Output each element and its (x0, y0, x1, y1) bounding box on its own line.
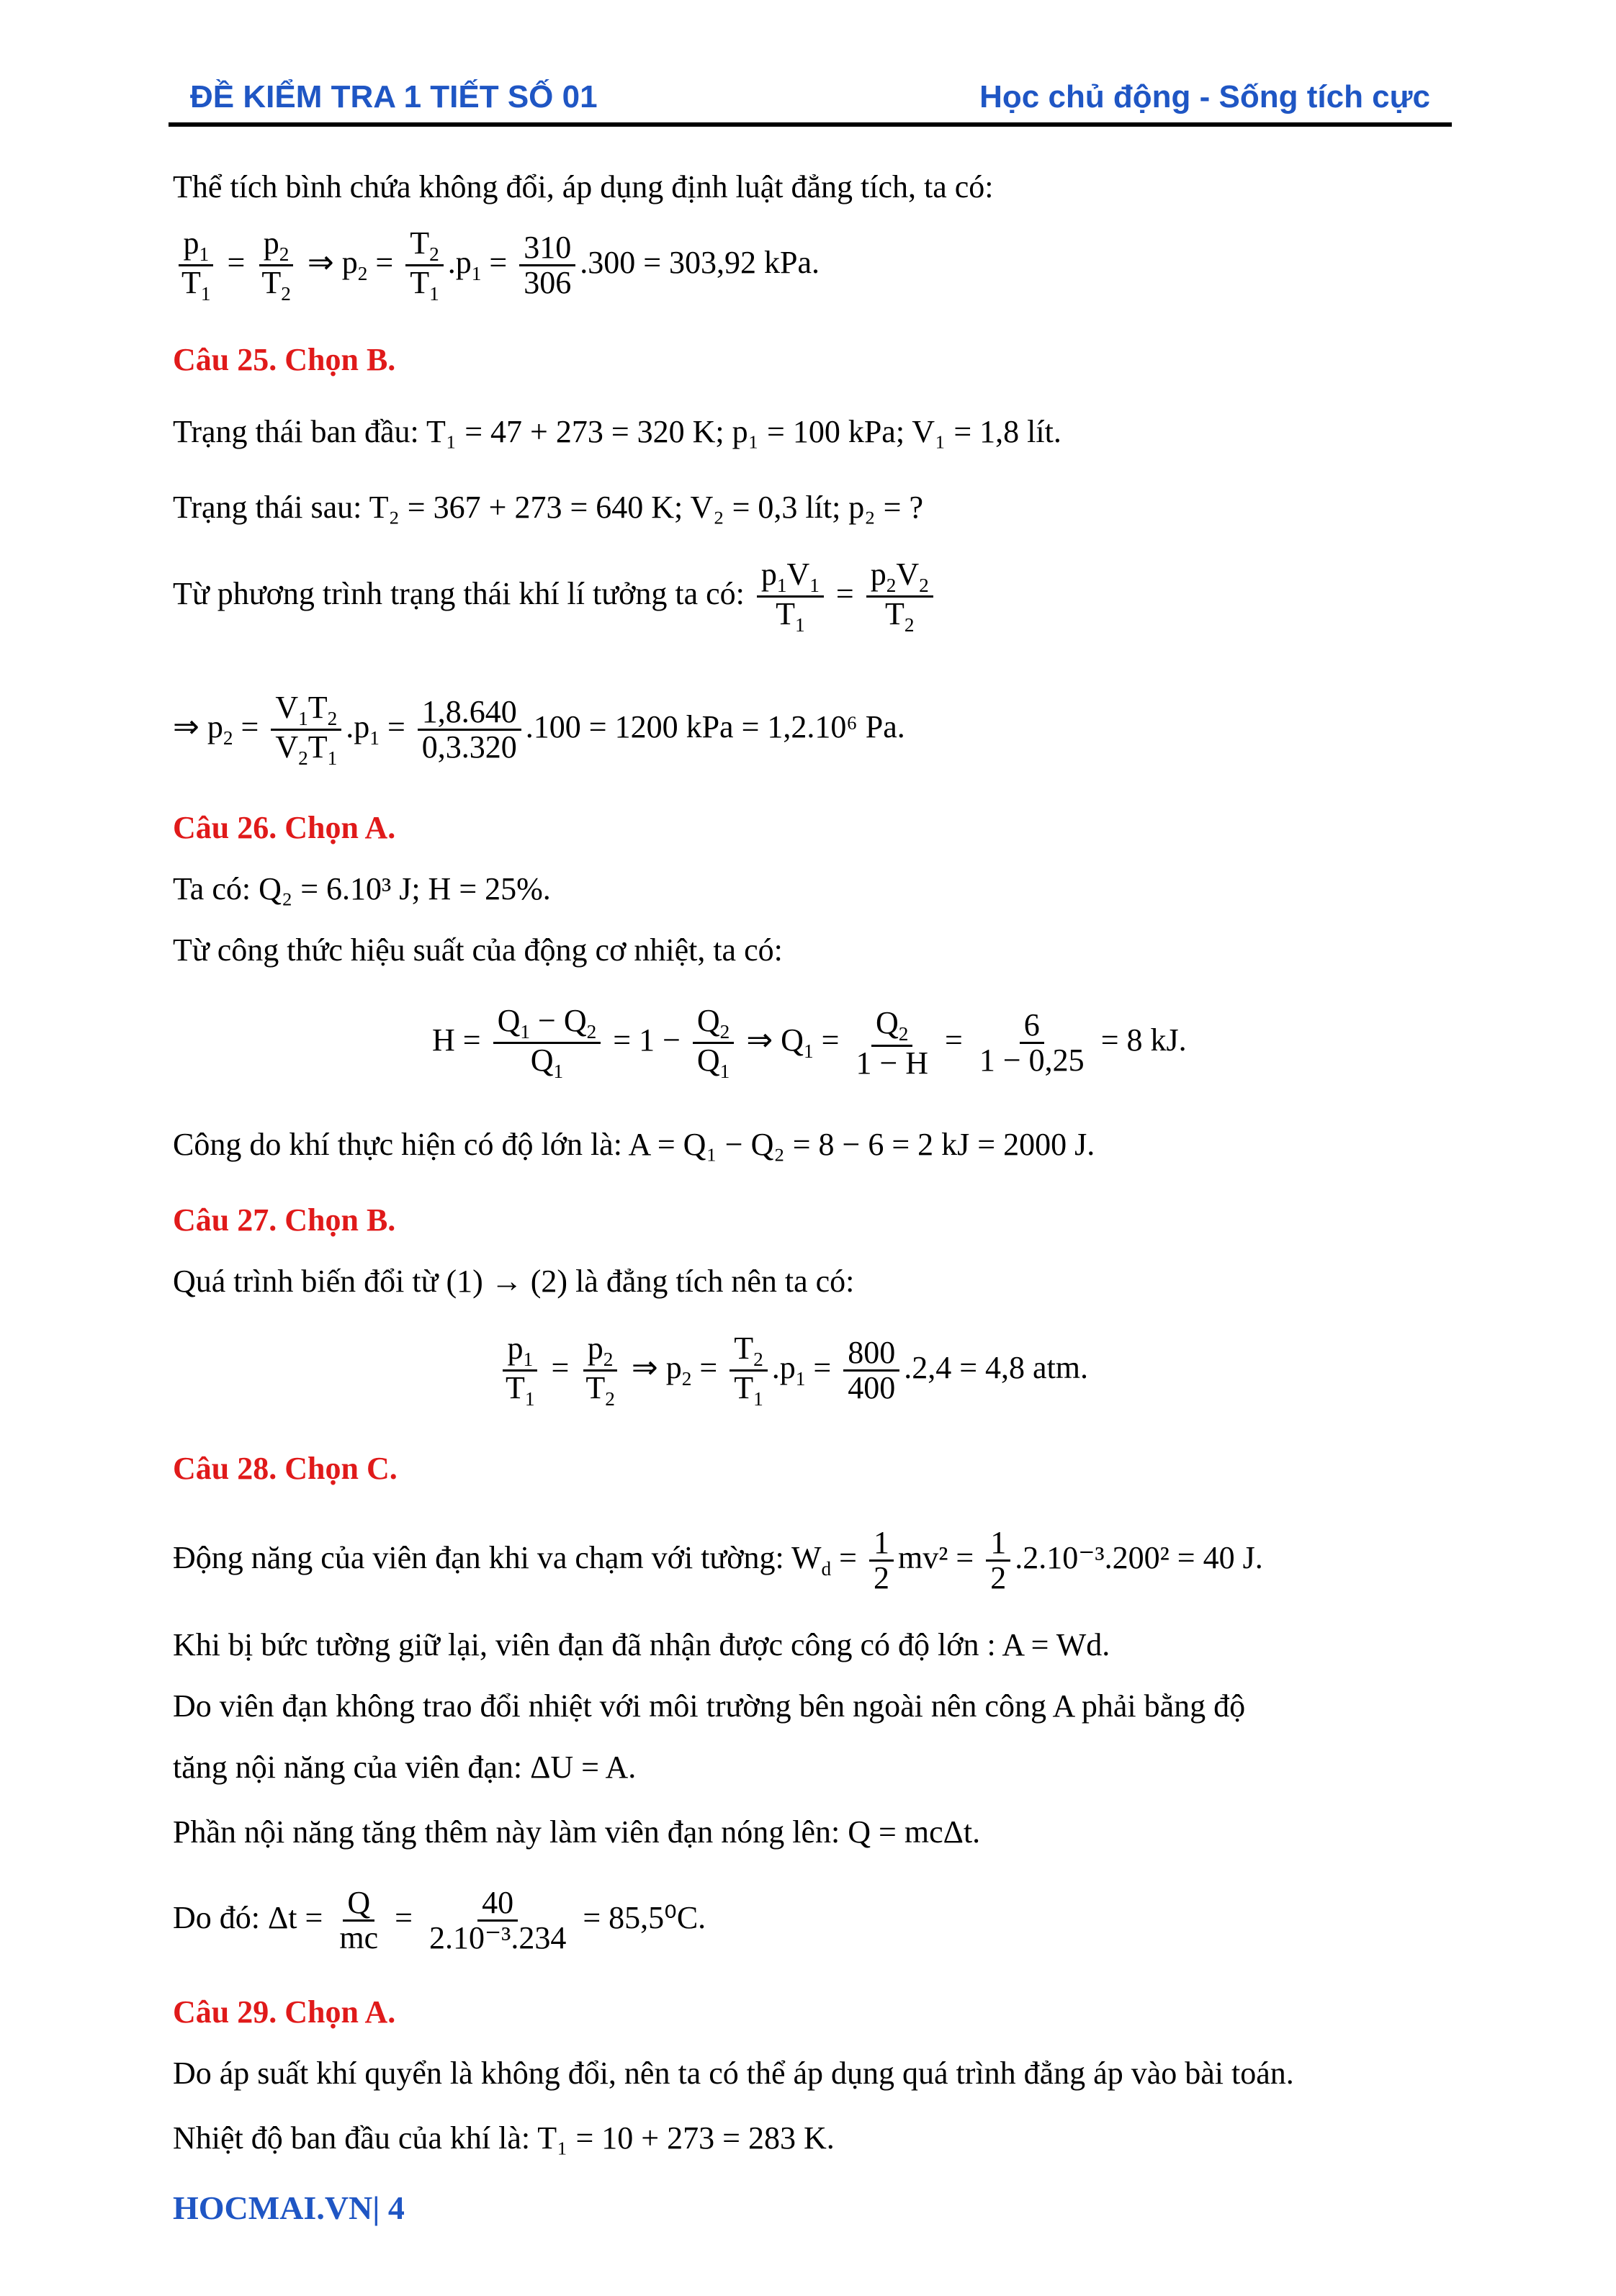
q29-line-2: Nhiệt độ ban đầu của khí là: T₁ = 10 + 273 = 283 K. (173, 2120, 835, 2156)
q28-internal-energy: tăng nội năng của viên đạn: ΔU = A. (173, 1750, 637, 1785)
q25-final-state: Trạng thái sau: T₂ = 367 + 273 = 640 K; V₂ = 0,3 lít; p₂ = ? (173, 490, 923, 525)
q25-heading: Câu 25. Chọn B. (173, 342, 396, 377)
q27-equation: $\frac{p_1}{T_1}$ = $\frac{p_2}{T_2}$ ⇒ $p_2$ = $\frac{T_2}{T_1}$ $.p_1$ = $\frac{800}{400}$ .2,4 = 4,8 atm. (497, 1332, 1088, 1410)
q25-ideal-gas-law: Từ phương trình trạng thái khí lí tưởng ta có: $\frac{p_1V_1}{T_1}$ = $\frac{p_2V_2}{T_2}$ (173, 558, 938, 636)
q27-text: Quá trình biến đổi từ (1) → (2) là đẳng tích nên ta có: (173, 1264, 855, 1299)
q28-temperature: Do đó: Δt = $\frac{Q}{mc}$ = $\frac{40}{\text{2.10⁻³.234}}$ = 85,5⁰C. (173, 1885, 706, 1956)
q28-work-line: Khi bị bức tường giữ lại, viên đạn đã nhận được công có độ lớn : A = Wd. (173, 1627, 1110, 1662)
page-footer: HOCMAI.VN| 4 (173, 2189, 405, 2226)
header-slogan: Học chủ động - Sống tích cực (979, 79, 1430, 114)
q27-heading: Câu 27. Chọn B. (173, 1202, 396, 1238)
q24-result: .300 = 303,92 kPa. (580, 245, 820, 281)
q25-result: .100 = 1200 kPa = 1,2.10⁶ Pa. (525, 709, 905, 745)
q26-given: Ta có: Q₂ = 6.10³ J; H = 25%. (173, 871, 551, 906)
q26-formula-label: Từ công thức hiệu suất của động cơ nhiệt, ta có: (173, 932, 783, 968)
q29-heading: Câu 29. Chọn A. (173, 1994, 396, 2030)
q24-numerator: 310 (519, 231, 575, 266)
q28-heading: Câu 28. Chọn C. (173, 1451, 398, 1486)
page-header (169, 72, 1452, 127)
q26-efficiency-equation: H = $\frac{Q_1 - Q_2}{Q_1}$ = 1 − $\frac{Q_2}{Q_1}$ ⇒ $Q_1$ = $\frac{Q_2}{1 - H}$ = $\frac{6}{1 - 0,25}$ = 8 kJ. (432, 1003, 1187, 1083)
q26-work: Công do khí thực hiện có độ lớn là: A = Q₁ − Q₂ = 8 − 6 = 2 kJ = 2000 J. (173, 1127, 1095, 1162)
q28-heating: Phần nội năng tăng thêm này làm viên đạn nóng lên: Q = mcΔt. (173, 1814, 981, 1850)
q29-line-1: Do áp suất khí quyển là không đổi, nên ta có thể áp dụng quá trình đẳng áp vào bài toán. (173, 2056, 1294, 2091)
header-title: ĐỀ KIỂM TRA 1 TIẾT SỐ 01 (190, 79, 598, 114)
q25-initial-state: Trạng thái ban đầu: T₁ = 47 + 273 = 320 K; p₁ = 100 kPa; V₁ = 1,8 lít. (173, 414, 1061, 449)
q26-heading: Câu 26. Chọn A. (173, 810, 396, 845)
q24-denominator: 306 (524, 265, 572, 301)
q24-text: Thể tích bình chứa không đổi, áp dụng định luật đẳng tích, ta có: (173, 169, 994, 204)
q28-heat-line: Do viên đạn không trao đổi nhiệt với môi trường bên ngoài nên công A phải bằng độ (173, 1688, 1246, 1724)
q28-kinetic-energy: Động năng của viên đạn khi va chạm với tường: $W_d$ = $\frac{1}{2}$ mv² = $\frac{1}{2}$ .2.10⁻³.200² = 40 J. (173, 1525, 1263, 1596)
q24-equation: $\frac{p_1}{T_1}$ = $\frac{p_2}{T_2}$ ⇒ $p_2$ = $\frac{T_2}{T_1}$ $.p_1$ = $\frac{310}{306}$ .300 = 303,92 kPa. (173, 227, 820, 305)
q25-solution: ⇒ $p_2$ = $\frac{V_1T_2}{V_2T_1}$ $.p_1$ = $\frac{1,8.640}{0,3.320}$ .100 = 1200 kPa = 1,2.10⁶ Pa. (173, 690, 905, 770)
